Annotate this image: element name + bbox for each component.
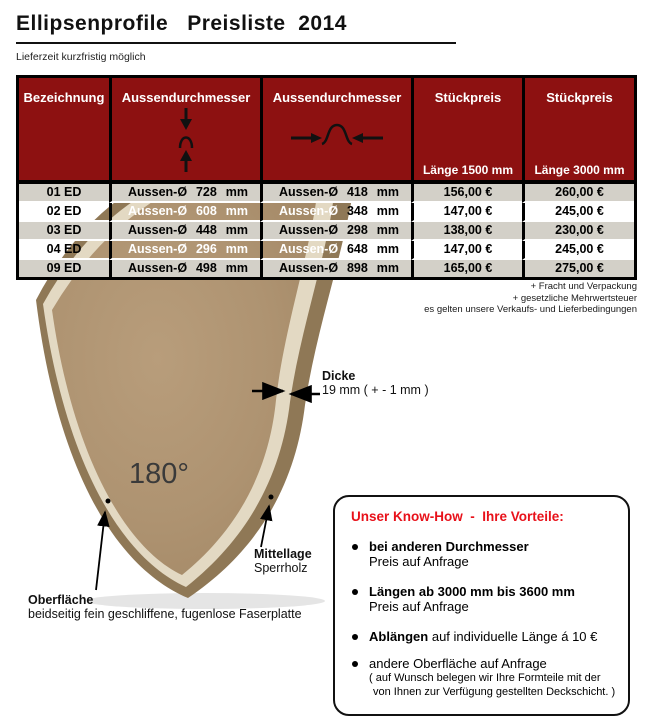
col-header-stueckpreis-1500: Stückpreis Länge 1500 mm bbox=[411, 78, 522, 184]
knowhow-box bbox=[333, 495, 630, 716]
dicke-value: 19 mm ( + - 1 mm ) bbox=[322, 383, 429, 397]
dicke-title: Dicke bbox=[322, 369, 356, 383]
row-price-1500: 147,00 € bbox=[411, 241, 522, 260]
row-price-1500: 147,00 € bbox=[411, 203, 522, 222]
row-name: 01 ED bbox=[19, 184, 109, 203]
delivery-note: Lieferzeit kurzfristig möglich bbox=[16, 51, 146, 63]
horizontal-diameter-icon bbox=[289, 120, 385, 149]
length-1500-label: Länge 1500 mm bbox=[422, 163, 514, 177]
note-line: + gesetzliche Mehrwertsteuer bbox=[512, 292, 637, 304]
row-diameter-1: Aussen-Ø 296 mm bbox=[109, 241, 260, 260]
row-diameter-1: Aussen-Ø 448 mm bbox=[109, 222, 260, 241]
row-price-1500: 156,00 € bbox=[411, 184, 522, 203]
knowhow-item: andere Oberfläche auf Anfrage ( auf Wunsch belegen wir Ihre Formteile mit der von Ihnen zur Verfügung gestellten Deckschicht. ) bbox=[349, 656, 620, 698]
mittellage-title: Mittellage bbox=[254, 547, 312, 561]
row-diameter-2: Aussen-Ø 348 mm bbox=[260, 203, 411, 222]
bullet-icon bbox=[352, 634, 358, 640]
bullet-icon bbox=[352, 661, 358, 667]
row-diameter-1: Aussen-Ø 728 mm bbox=[109, 184, 260, 203]
row-diameter-2: Aussen-Ø 298 mm bbox=[260, 222, 411, 241]
note-line: es gelten unsere Verkaufs- und Lieferbedingungen bbox=[424, 304, 637, 315]
col-header-aussendurchmesser-1: Aussendurchmesser bbox=[109, 78, 260, 184]
col-header-aussendurchmesser-2: Aussendurchmesser bbox=[260, 78, 411, 184]
length-3000-label: Länge 3000 mm bbox=[534, 163, 625, 177]
row-diameter-1: Aussen-Ø 498 mm bbox=[109, 260, 260, 277]
row-price-1500: 138,00 € bbox=[411, 222, 522, 241]
row-price-3000: 260,00 € bbox=[522, 184, 634, 203]
row-diameter-2: Aussen-Ø 418 mm bbox=[260, 184, 411, 203]
note-line: + Fracht und Verpackung bbox=[530, 281, 637, 292]
oberflaeche-title: Oberfläche bbox=[28, 593, 94, 607]
bullet-icon bbox=[352, 544, 358, 550]
page-title: Ellipsenprofile Preisliste 2014 bbox=[16, 12, 347, 35]
row-price-3000: 245,00 € bbox=[522, 241, 634, 260]
knowhow-title: Unser Know-How - Ihre Vorteile: bbox=[351, 509, 564, 524]
row-diameter-2: Aussen-Ø 898 mm bbox=[260, 260, 411, 277]
knowhow-item: bei anderen Durchmesser Preis auf Anfrage bbox=[349, 539, 620, 569]
row-price-3000: 230,00 € bbox=[522, 222, 634, 241]
angle-label: 180° bbox=[129, 458, 189, 490]
knowhow-item: Längen ab 3000 mm bis 3600 mm Preis auf Anfrage bbox=[349, 584, 620, 614]
price-table bbox=[16, 75, 637, 280]
row-price-1500: 165,00 € bbox=[411, 260, 522, 277]
row-diameter-2: Aussen-Ø 648 mm bbox=[260, 241, 411, 260]
row-name: 04 ED bbox=[19, 241, 109, 260]
price-notes bbox=[424, 281, 637, 316]
bullet-icon bbox=[352, 589, 358, 595]
oberflaeche-value: beidseitig fein geschliffene, fugenlose Faserplatte bbox=[28, 607, 302, 621]
arrow-up-icon bbox=[179, 150, 193, 172]
row-diameter-1: Aussen-Ø 608 mm bbox=[109, 203, 260, 222]
knowhow-item: Ablängen auf individuelle Länge á 10 € bbox=[349, 629, 620, 644]
arrow-down-icon bbox=[179, 108, 193, 130]
mittellage-value: Sperrholz bbox=[254, 561, 308, 575]
row-name: 09 ED bbox=[19, 260, 109, 277]
ellipse-arch-icon bbox=[177, 132, 195, 148]
row-price-3000: 275,00 € bbox=[522, 260, 634, 277]
oberflaeche-label bbox=[28, 593, 302, 621]
row-name: 03 ED bbox=[19, 222, 109, 241]
vertical-diameter-icon bbox=[177, 108, 195, 172]
row-name: 02 ED bbox=[19, 203, 109, 222]
col-header-bezeichnung: Bezeichnung bbox=[19, 78, 109, 184]
row-price-3000: 245,00 € bbox=[522, 203, 634, 222]
dicke-label bbox=[322, 369, 429, 397]
col-header-stueckpreis-3000: Stückpreis Länge 3000 mm bbox=[522, 78, 634, 184]
mittellage-label bbox=[254, 547, 312, 575]
